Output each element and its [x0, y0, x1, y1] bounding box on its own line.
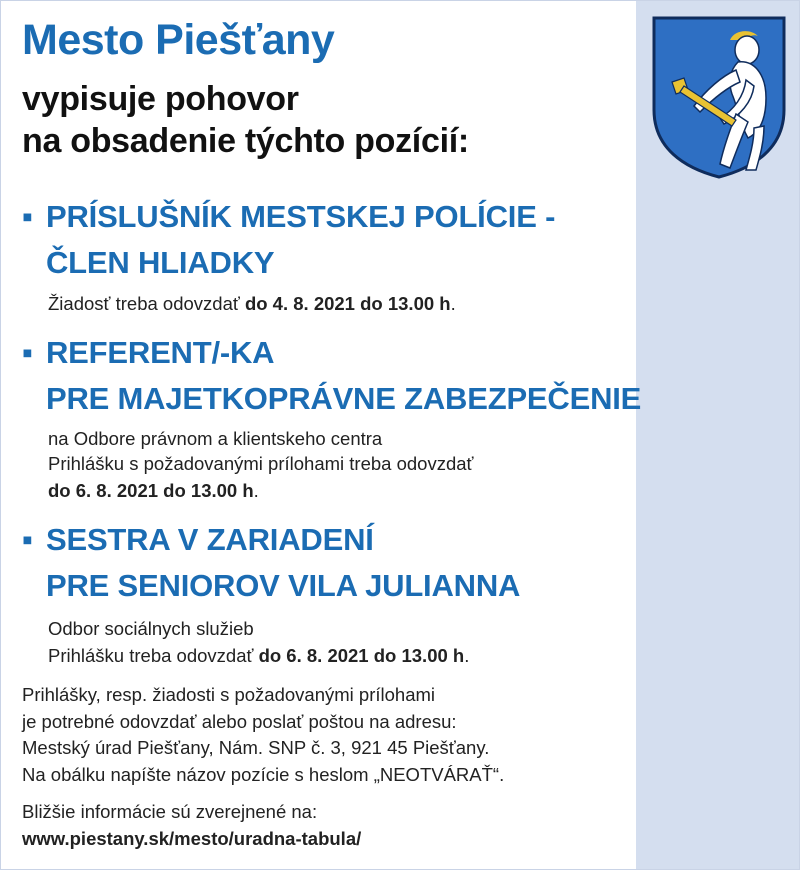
position-3-title-text: SESTRA V ZARIADENÍ: [46, 522, 374, 557]
deadline-prefix: Žiadosť treba odovzdať: [48, 293, 245, 314]
info-line-3: Mestský úrad Piešťany, Nám. SNP č. 3, 921 45 Piešťany.: [22, 737, 490, 758]
position-3-deadline: [48, 645, 469, 667]
position-3-title-line-2: PRE SENIOROV VILA JULIANNA: [46, 568, 521, 603]
info-line-2: je potrebné odovzdať alebo poslať poštou na adresu:: [22, 711, 457, 732]
coat-of-arms-icon: [650, 14, 788, 180]
deadline-date: do 4. 8. 2021 do 13.00 h: [244, 293, 451, 314]
deadline-prefix: Prihlášku treba odovzdať: [48, 645, 259, 666]
footer-url-link[interactable]: www.piestany.sk/mesto/uradna-tabula/: [22, 828, 362, 849]
deadline-suffix: .: [464, 645, 470, 666]
position-1-title-line-1: [22, 199, 555, 235]
info-line-4: Na obálku napíšte názov pozície s heslom „NEOTVÁRAŤ“.: [22, 764, 505, 785]
page-title: Mesto Piešťany: [22, 16, 335, 64]
position-1-deadline: [48, 293, 456, 315]
bullet-icon: ▪: [22, 335, 33, 370]
position-2-title-text: REFERENT/-KA: [46, 335, 275, 370]
info-line-1: Prihlášky, resp. žiadosti s požadovanými prílohami: [22, 684, 435, 705]
bullet-icon: ▪: [22, 199, 33, 234]
position-1-title-line-2: ČLEN HLIADKY: [46, 245, 275, 280]
footer-label: Bližšie informácie sú zverejnené na:: [22, 801, 318, 822]
position-2-title-line-2: PRE MAJETKOPRÁVNE ZABEZPEČENIE: [46, 381, 642, 416]
position-2-title-line-1: [22, 335, 274, 371]
position-1-title-text: PRÍSLUŠNÍK MESTSKEJ POLÍCIE -: [46, 199, 556, 234]
position-2-detail-1: na Odbore právnom a klientskeho centra: [48, 428, 383, 449]
position-2-deadline: [48, 480, 259, 502]
position-3-detail-1: Odbor sociálnych služieb: [48, 618, 254, 639]
position-2-detail-2: Prihlášku s požadovanými prílohami treba odovzdať: [48, 453, 474, 474]
deadline-date: do 6. 8. 2021 do 13.00 h: [258, 645, 465, 666]
position-3-title-line-1: [22, 522, 374, 558]
deadline-date: do 6. 8. 2021 do 13.00 h: [48, 480, 254, 501]
subtitle-line-2: na obsadenie týchto pozícií:: [22, 122, 469, 160]
deadline-suffix: .: [253, 480, 259, 501]
bullet-icon: ▪: [22, 522, 33, 557]
deadline-suffix: .: [450, 293, 456, 314]
subtitle-line-1: vypisuje pohovor: [22, 80, 299, 118]
